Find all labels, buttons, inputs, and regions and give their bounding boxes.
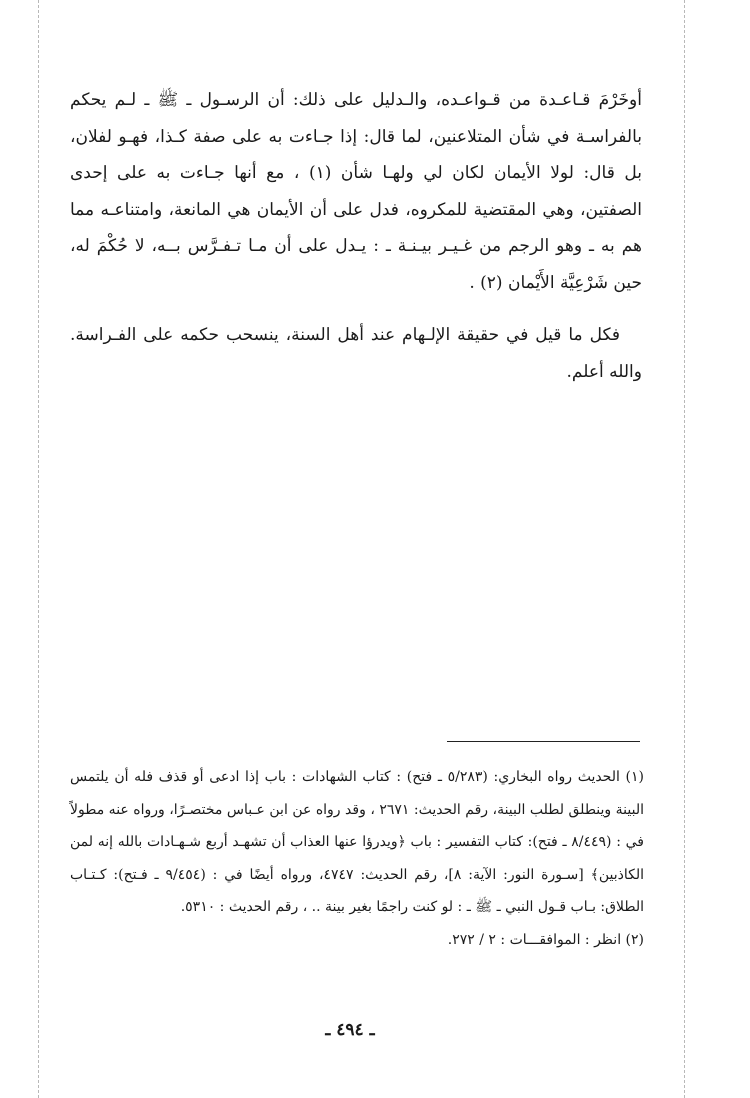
main-text xyxy=(70,82,642,390)
footnote-2: (٢) انظر : الموافقـــات : ٢ / ٢٧٢. xyxy=(447,931,644,948)
footnote-separator xyxy=(447,741,640,742)
footnotes xyxy=(70,761,644,956)
right-gutter-guide xyxy=(684,0,685,1098)
body-paragraph-1: أوخَرْمَ قـاعـدة من قـواعـده، والـدليل على ذلك: أن الرسـول ـ ﷺ ـ لـم يحكم بالفراسـة في شأن المتلاعنين، لما قال: إذا جـاءت به على صفة كـذا، فهـو لفلان، بل قال: لولا الأيمان لكان لي ولهـا شأن (١) ، مع أنها جـاءت به على إحدى الصفتين، وهي المقتضية للمكروه، فدل على أن الأيمان هي المانعة، وامتناعـه مما هم به ـ وهو الرجم من غـيـر بيـنـة ـ : يـدل على أن مـا تـفـرَّس بــه، لا حُكْمَ له، حين شَرْعِيَّة الأَيْمان (٢) . xyxy=(70,90,642,293)
body-paragraph-2: فكل ما قيل في حقيقة الإلـهام عند أهل السنة، ينسحب حكمه على الفـراسة. والله أعلم. xyxy=(70,325,642,382)
page-number: ـ ٤٩٤ ـ xyxy=(325,1020,375,1040)
footnote-1: (١) الحديث رواه البخاري: (٥/٢٨٣ ـ فتح) : كتاب الشهادات : باب إذا ادعى أو قذف فله أن يلتمس البينة وينطلق لطلب البينة، رقم الحديث: ٢٦٧١ ، وقد رواه عن ابن عـباس مختصـرًا، ورواه عنه مطولاً في : (٨/٤٤٩ ـ فتح): كتاب التفسير : باب ﴿ويدرؤا عنها العذاب أن تشهـد أربع شـهـادات بالله إنه لمن الكاذبين﴾ [سـورة النور: الآية: ٨]، رقم الحديث: ٤٧٤٧، ورواه أيضًا في : (٩/٤٥٤ ـ فـتح): كـتـاب الطلاق: بـاب قـول النبي ـ ﷺ ـ : لو كنت راجمًا بغير بينة .. ، رقم الحديث : ٥٣١٠. xyxy=(70,769,645,915)
left-gutter-guide xyxy=(38,0,39,1098)
